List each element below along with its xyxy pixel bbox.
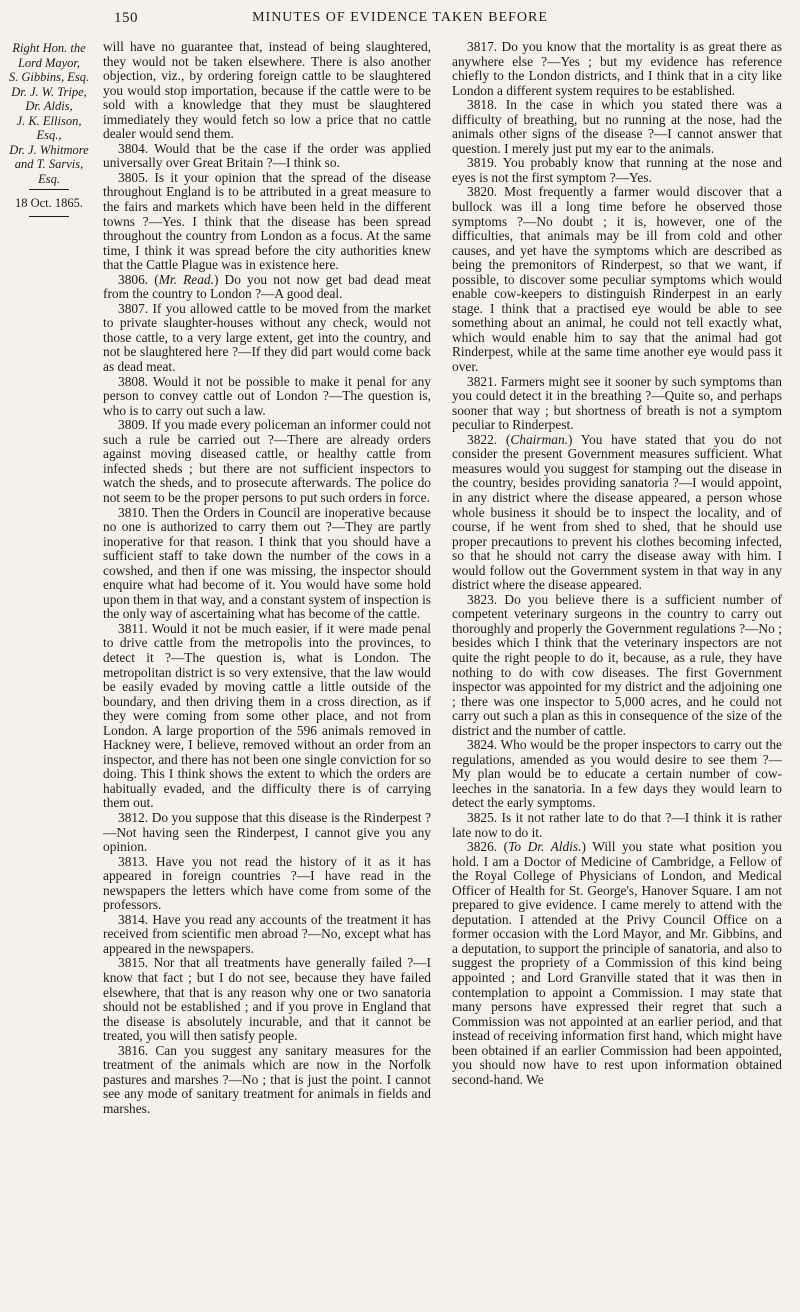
margin-name: Dr. Aldis,	[25, 99, 73, 113]
evidence-paragraph	[103, 375, 431, 419]
right-column	[452, 40, 782, 1087]
paragraph-text: 3821. Farmers might see it sooner by such symptoms than you could detect it in the breathing ?—Quite so, and perhaps sooner that way ; but shortness of breath is not a symptom peculiar to Rinderpest.	[452, 373, 782, 433]
paragraph-text: 3805. Is it your opinion that the spread of the disease throughout England is to be attributed in a great measure to the fairs and markets which have been held in the different towns ?—Yes. I think that the disease has been spread throughout the country from London as a focus. At the same time, I think it was spread before the city authorities knew that the Cattle Plague was in existence here.	[103, 169, 431, 273]
evidence-paragraph	[452, 40, 782, 98]
evidence-paragraph	[103, 418, 431, 505]
evidence-paragraph	[103, 913, 431, 957]
speaker-label: Chairman.	[510, 431, 568, 447]
evidence-paragraph	[103, 142, 431, 171]
left-column	[103, 40, 431, 1116]
paragraph-text: 3824. Who would be the proper inspectors to carry out the regulations, amended as you would desire to see them ?—My plan would be to educate a certain number of cow-leeches in the sanatoria. In a few days they would learn to detect the early symptoms.	[452, 737, 782, 811]
evidence-paragraph	[452, 98, 782, 156]
evidence-paragraph	[103, 1044, 431, 1117]
paragraph-text: 3816. Can you suggest any sanitary measures for the treatment of the animals which are now in the Norfolk pastures and marshes ?—No ; that is just the point. I cannot see any mode of sanitary treatment for animals in fields and marshes.	[103, 1042, 431, 1116]
page-header	[0, 8, 800, 34]
evidence-paragraph	[452, 185, 782, 374]
paragraph-text: ) Will you state what position you hold. I am a Doctor of Medicine of Cambridge, a Fellow of the Royal College of Physicians of London, and Medical Officer of Health for St. George's, Hanover Square. I am not prepared to give evidence. I came merely to attend with the deputation. I attended at the Privy Council Office on a former occasion with the Lord Mayor, and Mr. Gibbins, and a deputation, to support the principle of sanatoria, and also to suggest the propriety of a Commission of this kind being appointed ; and Lord Granville stated that it was then in contemplation to appoint a Commission. I may state that many persons have expressed their regret that such a Commission was not appointed at an earlier period, and that instead of receiving information first hand, which might have been obtained if an earlier Commission had been appointed, you should now have to rest upon information obtained second-hand. We	[452, 839, 783, 1087]
paragraph-text: 3811. Would it not be much easier, if it were made penal to drive cattle from the metropolis into the provinces, to detect it ?—The question is, what is London. The metropolitan district is so very extensive, that the law would be easily evaded by moving cattle a little outside of the boundary, and then driving them in a cross direction, as if they were coming from some other place, and not from London. A large proportion of the 596 animals removed in Hackney were, I believe, removed without an order from an inspector, and there has not been one single conviction for so doing. This I think shows the extent to which the orders are habitually evaded, and the difficulty there is of carrying them out.	[103, 620, 431, 811]
paragraph-text: 3809. If you made every policeman an informer could not such a rule be carried out ?—There are already orders against moving diseased cattle, or healthy cattle from infected sheds ; but there are not sufficient inspectors to watch the sheds, and to prosecute afterwards. The police do not seem to be the proper persons to put such orders in force.	[103, 417, 431, 505]
question-number: 3806. (	[118, 271, 159, 287]
paragraph-text: 3810. Then the Orders in Council are inoperative because no one is authorized to carry them out ?—They are partly inoperative for that reason. I think that you should have a sufficient staff to take down the number of the cows in a cowshed, and then if one was missing, the inspector should enquire what had become of it. You would have some hold upon them in that way, and a constant system of inspection is the only way of ascertaining what has become of the cattle.	[103, 504, 431, 622]
evidence-paragraph	[103, 171, 431, 273]
paragraph-text: 3807. If you allowed cattle to be moved from the market to private slaughter-houses without any check, would not those cattle, to a very large extent, get into the country, and not be slaughtered here ?—If they did part would come back as dead meat.	[103, 300, 431, 375]
evidence-paragraph	[452, 738, 782, 811]
paragraph-text: 3825. Is it not rather late to do that ?—I think it is rather late now to do it.	[452, 809, 782, 840]
speaker-label: To Dr. Aldis.	[508, 839, 582, 855]
margin-name: Dr. J. W. Tripe,	[11, 84, 87, 99]
margin-name: Esq.	[38, 171, 60, 186]
speaker-label: Mr. Read.	[158, 271, 214, 287]
margin-name: Right Hon. the	[12, 41, 86, 55]
margin-name: Dr. J. Whitmore	[9, 142, 89, 157]
paragraph-text: 3815. Nor that all treatments have generally failed ?—I know that fact ; but I do not see, because they have failed elsewhere, that that is any reason why one or two sanatoria should not be established ; and if you prove in England that the disease is absolutely incurable, and that it cannot be treated, you will then satisfy people.	[103, 955, 431, 1044]
evidence-paragraph	[103, 855, 431, 913]
evidence-paragraph	[452, 375, 782, 433]
paragraph-text: 3820. Most frequently a farmer would discover that a bullock was ill a long time before he observed those symptoms ?—No doubt ; it is, however, one of the difficulties, that animals may be ill from cold and other causes, and yet have the symptoms which are described as being the premonitors of Rinderpest, so that we want, if possible, to discover some peculiar symptoms which would enable cow-keepers to distinguish Rinderpest in an early stage. I think that a practised eye would be able to see something about an animal, he could not tell exactly what, which would enable him to say that the animal had got Rinderpest, while at the same time another eye would pass it over.	[452, 184, 782, 375]
question-number: 3822. (	[467, 431, 511, 447]
paragraph-text: 3814. Have you read any accounts of the treatment it has received from scientific men abroad ?—No, except what has appeared in the newspapers.	[103, 911, 431, 956]
paragraph-text: 3812. Do you suppose that this disease is the Rinderpest ?—Not having seen the Rinderpest, I cannot give you any opinion.	[103, 809, 431, 855]
evidence-paragraph	[452, 433, 782, 593]
evidence-paragraph	[103, 956, 431, 1043]
question-number: 3826. (	[467, 839, 509, 855]
paragraph-text: will have no guarantee that, instead of being slaughtered, they would not be taken elsewhere. There is also another objection, viz., by ordering foreign cattle to be slaughtered you would stop importation, because if the cattle were to be sold with a knowledge that they must be slaughtered immediately they would fetch so low a price that no cattle dealer would send them.	[103, 39, 431, 142]
evidence-paragraph	[103, 622, 431, 811]
margin-divider	[29, 216, 69, 217]
paragraph-text: 3817. Do you know that the mortality is as great there as anywhere else ?—Yes ; but my evidence has reference chiefly to the London districts, and I think that in a city like London a different system requires to be established.	[452, 39, 782, 98]
margin-name: S. Gibbins, Esq.	[8, 70, 90, 84]
margin-name: and T. Sarvis,	[14, 157, 84, 171]
paragraph-text: 3819. You probably know that running at the nose and eyes is not the first symptom ?—Yes.	[452, 155, 782, 185]
witness-margin-note	[6, 41, 92, 217]
evidence-paragraph	[103, 273, 431, 302]
evidence-paragraph	[452, 156, 782, 185]
page-number: 150	[114, 10, 138, 26]
margin-divider	[29, 189, 69, 190]
paragraph-text: ) You have stated that you do not consider the present Government measures sufficient. What measures would you suggest for stamping out the disease in the country, besides providing sanatoria ?—I would appoint, in any district where the disease appeared, a person whose whole business it should be to inspect the locality, and of course, if he went from shed to shed, that he should use proper precautions to prevent his clothes becoming infected, so that he should not carry the disease away with him. I would follow out the Government system in that way in any district where the disease appeared.	[452, 431, 783, 593]
evidence-paragraph	[452, 593, 782, 738]
paragraph-text: 3818. In the case in which you stated there was a difficulty of breathing, but no running at the nose, had the animals other signs of the disease ?—I cannot answer that question. I merely just put my ear to the animals.	[452, 97, 782, 156]
paragraph-text: 3804. Would that be the case if the order was applied universally over Great Britain ?—I think so.	[103, 140, 431, 171]
paragraph-text: 3823. Do you believe there is a sufficient number of competent veterinary surgeons in the country to carry out thoroughly and properly the Government regulations ?—No ; besides which I think that the veterinary inspectors are not quite the right people to do it, because, as a rule, they have nothing to do with cow diseases. The first Government inspector was appointed for my district and the adjoining one ; there was one inspector to 5,000 acres, and he could not carry out such a plan as this in consequence of the size of the district and the number of cattle.	[452, 591, 782, 738]
evidence-paragraph	[103, 40, 431, 142]
evidence-paragraph	[103, 302, 431, 375]
evidence-paragraph	[452, 840, 782, 1087]
margin-name: Lord Mayor,	[17, 55, 81, 70]
running-title: MINUTES OF EVIDENCE TAKEN BEFORE	[252, 10, 548, 25]
margin-name: J. K. Ellison,	[16, 113, 82, 128]
evidence-paragraph	[452, 811, 782, 840]
evidence-paragraph	[103, 506, 431, 622]
paragraph-text: 3808. Would it not be possible to make it penal for any person to convey cattle out of London ?—The question is, who is to carry out such a law.	[103, 373, 431, 418]
margin-name: Esq.,	[36, 128, 62, 142]
evidence-paragraph	[103, 811, 431, 855]
paragraph-text: 3813. Have you not read the history of it as it has appeared in foreign countries ?—I have read in the newspapers the letters which have come from some of the professors.	[103, 853, 431, 913]
margin-date: 18 Oct. 1865.	[14, 196, 84, 210]
paragraph-text: ) Do you not now get bad dead meat from the country to London ?—A good deal.	[103, 271, 432, 302]
